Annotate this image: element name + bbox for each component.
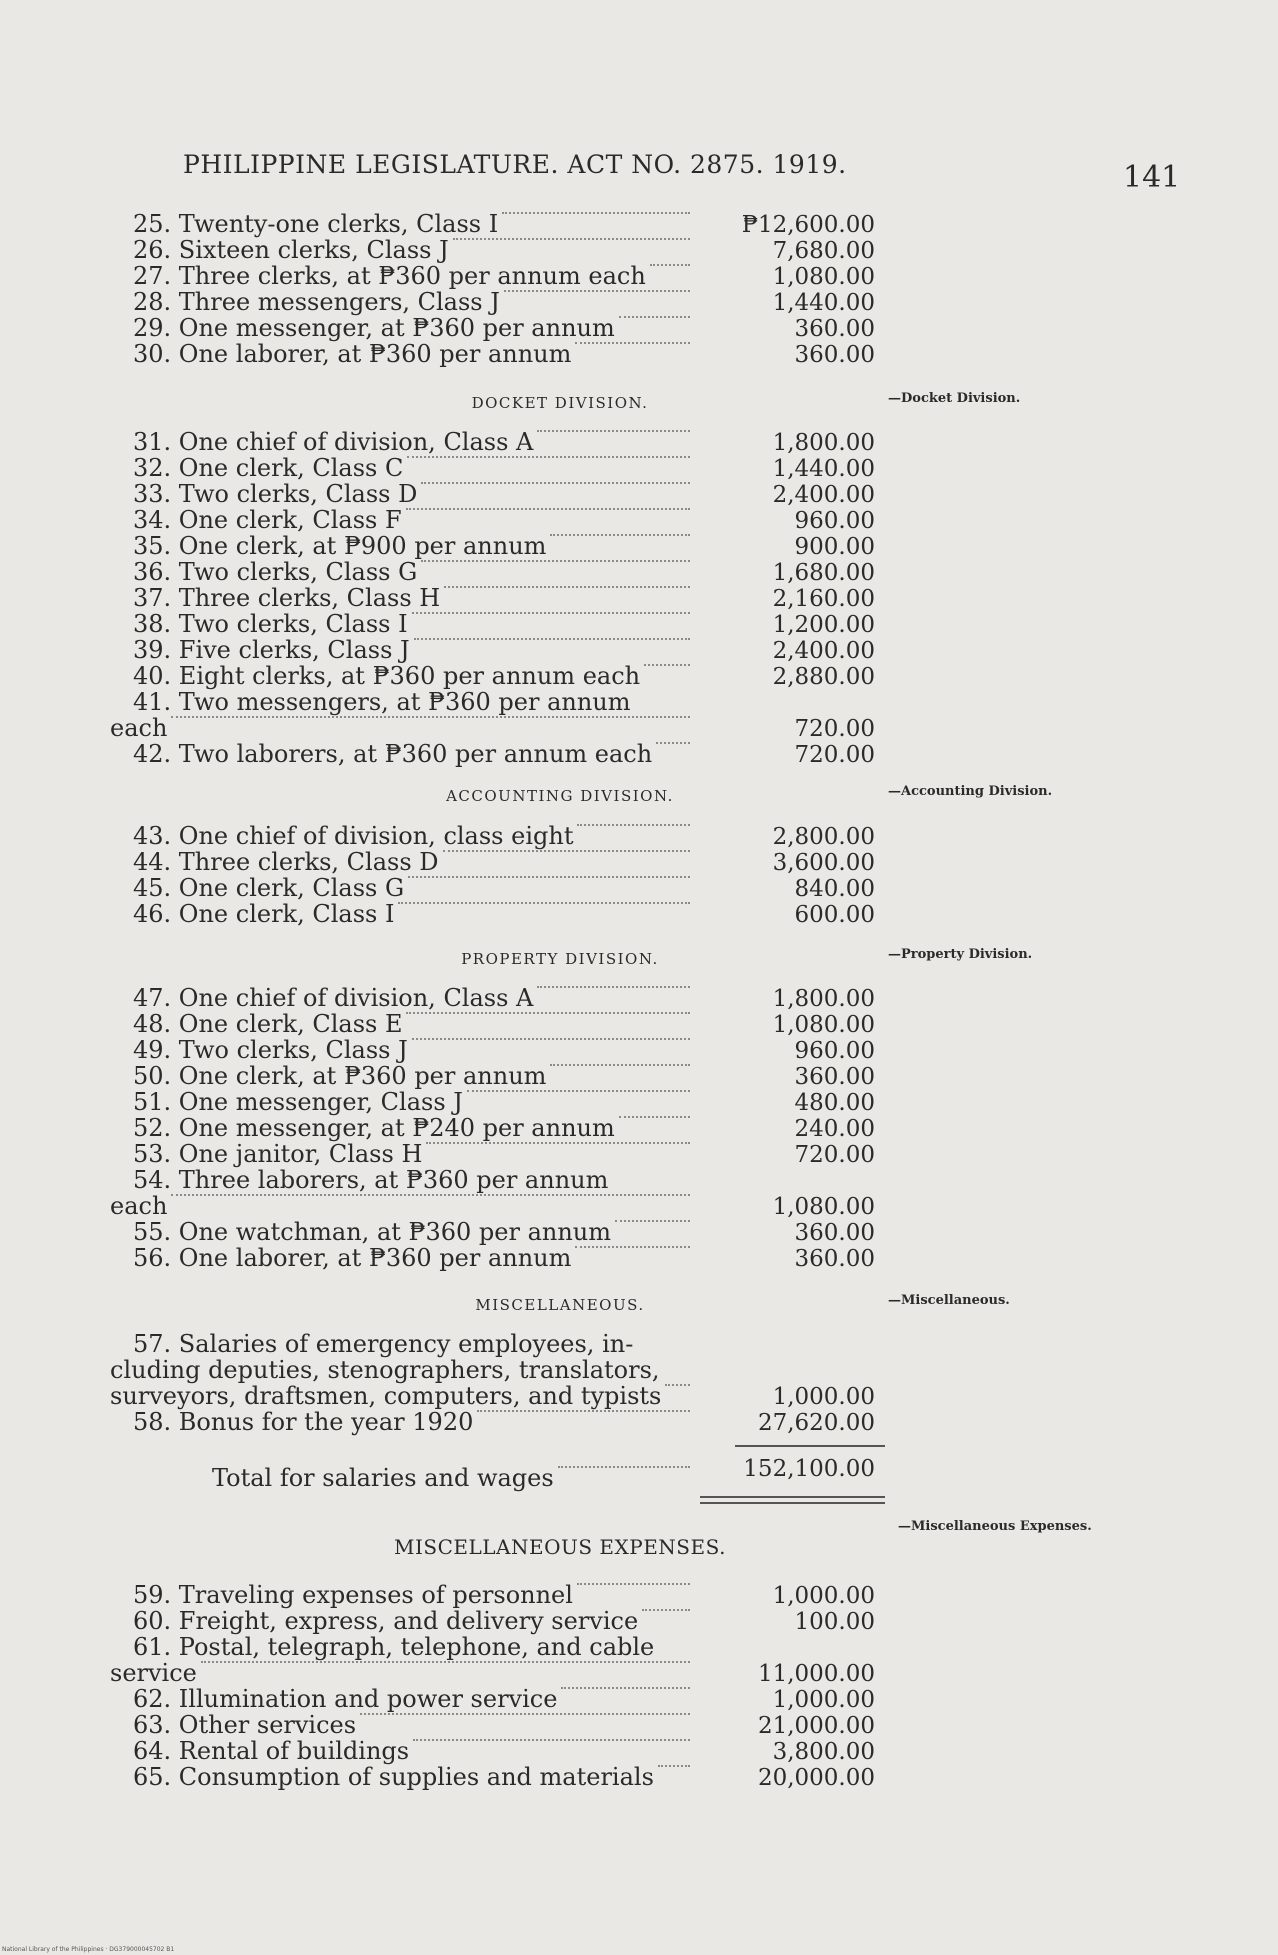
item-text: 59. Traveling expenses of personnel — [133, 1581, 573, 1609]
leader-dots — [575, 340, 690, 344]
item-amount: 100.00 — [794, 1609, 875, 1635]
leader-dots — [550, 1062, 690, 1066]
leader-dots — [421, 480, 690, 484]
item-text: 55. One watchman, at ₱360 per annum — [133, 1218, 612, 1246]
leader-dots — [561, 1685, 690, 1689]
leader-dots — [619, 1114, 690, 1118]
item-amount: 27,620.00 — [757, 1410, 875, 1436]
margin-note: —Docket Division. — [888, 391, 1021, 406]
item-amount: 720.00 — [794, 716, 875, 742]
margin-note: —Property Division. — [888, 947, 1033, 962]
total-rule-double-b — [700, 1502, 885, 1504]
item-amount: ₱12,600.00 — [741, 212, 875, 238]
item-amount: 1,440.00 — [772, 456, 875, 482]
page-number: 141 — [1123, 160, 1181, 195]
leader-dots — [615, 1218, 690, 1222]
item-text: 54. Three laborers, at ₱360 per annum — [133, 1166, 609, 1194]
item-amount: 840.00 — [794, 876, 875, 902]
item-text: 56. One laborer, at ₱360 per annum — [133, 1244, 572, 1272]
section-title: PROPERTY DIVISION. — [461, 950, 659, 968]
leader-dots — [658, 1763, 690, 1767]
item-text: 26. Sixteen clerks, Class J — [133, 236, 449, 264]
item-amount: 7,680.00 — [772, 238, 875, 264]
item-amount: 1,000.00 — [772, 1687, 875, 1713]
item-amount: 1,800.00 — [772, 986, 875, 1012]
leader-dots — [412, 610, 690, 614]
item-amount: 360.00 — [794, 1220, 875, 1246]
item-text: 40. Eight clerks, at ₱360 per annum each — [133, 662, 641, 690]
item-amount: 960.00 — [794, 508, 875, 534]
item-amount: 240.00 — [794, 1116, 875, 1142]
item-text: 30. One laborer, at ₱360 per annum — [133, 340, 572, 368]
item-amount: 1,440.00 — [772, 290, 875, 316]
leader-dots — [360, 1711, 690, 1715]
item-amount: 1,200.00 — [772, 612, 875, 638]
item-text: 58. Bonus for the year 1920 — [133, 1408, 474, 1436]
item-text: 61. Postal, telegraph, telephone, and cable — [133, 1633, 655, 1661]
item-text: 49. Two clerks, Class J — [133, 1036, 408, 1064]
item-text: 51. One messenger, Class J — [133, 1088, 463, 1116]
leader-dots — [413, 1737, 690, 1741]
total-rule-double-a — [700, 1496, 885, 1498]
item-amount: 1,800.00 — [772, 430, 875, 456]
item-amount: 600.00 — [794, 902, 875, 928]
item-text: 65. Consumption of supplies and materials — [133, 1763, 654, 1791]
item-text: 52. One messenger, at ₱240 per annum — [133, 1114, 615, 1142]
expenses-title: MISCELLANEOUS EXPENSES. — [394, 1535, 726, 1559]
margin-note: —Miscellaneous Expenses. — [898, 1519, 1092, 1534]
leader-dots — [537, 984, 690, 988]
item-text: 31. One chief of division, Class A — [133, 428, 534, 456]
item-amount: 480.00 — [794, 1090, 875, 1116]
item-amount: 360.00 — [794, 316, 875, 342]
total-amount: 152,100.00 — [743, 1456, 875, 1482]
item-amount: 960.00 — [794, 1038, 875, 1064]
leader-dots — [453, 236, 690, 240]
item-amount: 3,600.00 — [772, 850, 875, 876]
item-amount: 20,000.00 — [757, 1765, 875, 1791]
item-text: 33. Two clerks, Class D — [133, 480, 418, 508]
item-amount: 3,800.00 — [772, 1739, 875, 1765]
item-amount: 360.00 — [794, 1064, 875, 1090]
item-text: 36. Two clerks, Class G — [133, 558, 418, 586]
item-text-continued: each — [110, 714, 168, 742]
item-text: 45. One clerk, Class G — [133, 874, 405, 902]
item-amount: 21,000.00 — [757, 1713, 875, 1739]
item-text: 37. Three clerks, Class H — [133, 584, 441, 612]
item-text: 39. Five clerks, Class J — [133, 636, 410, 664]
leader-dots — [171, 714, 690, 718]
leader-dots — [558, 1464, 690, 1468]
section-title: ACCOUNTING DIVISION. — [446, 787, 674, 805]
section-title: DOCKET DIVISION. — [471, 394, 649, 412]
leader-dots — [171, 1192, 690, 1196]
item-text: 42. Two laborers, at ₱360 per annum each — [133, 740, 653, 768]
item-text: 27. Three clerks, at ₱360 per annum each — [133, 262, 646, 290]
item-text-continued: service — [110, 1659, 197, 1687]
leader-dots — [642, 1607, 690, 1611]
leader-dots — [650, 262, 690, 266]
margin-note: —Accounting Division. — [888, 784, 1053, 799]
item-text: 53. One janitor, Class H — [133, 1140, 423, 1168]
item-text: 35. One clerk, at ₱900 per annum — [133, 532, 547, 560]
leader-dots — [443, 848, 690, 852]
item-text: 29. One messenger, at ₱360 per annum — [133, 314, 615, 342]
leader-dots — [414, 636, 690, 640]
item-amount: 2,880.00 — [772, 664, 875, 690]
leader-dots — [550, 532, 690, 536]
item-amount: 360.00 — [794, 1246, 875, 1272]
leader-dots — [619, 314, 690, 318]
item-text: 62. Illumination and power service — [133, 1685, 558, 1713]
item-amount: 1,680.00 — [772, 560, 875, 586]
leader-dots — [502, 210, 690, 214]
item-text: 46. One clerk, Class I — [133, 900, 395, 928]
leader-dots — [406, 506, 690, 510]
leader-dots — [407, 454, 690, 458]
item-text: 50. One clerk, at ₱360 per annum — [133, 1062, 547, 1090]
margin-note: —Miscellaneous. — [888, 1293, 1010, 1308]
leader-dots — [577, 1581, 690, 1585]
item-text: 44. Three clerks, Class D — [133, 848, 439, 876]
running-title: PHILIPPINE LEGISLATURE. ACT NO. 2875. 1919. — [183, 150, 847, 179]
item-amount: 720.00 — [794, 742, 875, 768]
leader-dots — [426, 1140, 690, 1144]
item-amount: 11,000.00 — [757, 1661, 875, 1687]
item-text: 38. Two clerks, Class I — [133, 610, 408, 638]
item-amount: 1,000.00 — [772, 1583, 875, 1609]
leader-dots — [575, 1244, 690, 1248]
leader-dots — [577, 822, 690, 826]
item-text-continued: surveyors, draftsmen, computers, and typists — [110, 1382, 662, 1410]
item-amount: 900.00 — [794, 534, 875, 560]
item-text: 32. One clerk, Class C — [133, 454, 404, 482]
footer-credit: National Library of the Philippines · DG379000045702 B1 — [2, 1946, 175, 1953]
item-amount: 1,000.00 — [772, 1384, 875, 1410]
item-amount: 2,400.00 — [772, 482, 875, 508]
item-text: 64. Rental of buildings — [133, 1737, 410, 1765]
item-text: 25. Twenty-one clerks, Class I — [133, 210, 499, 238]
item-text: 47. One chief of division, Class A — [133, 984, 534, 1012]
leader-dots — [656, 740, 690, 744]
item-amount: 720.00 — [794, 1142, 875, 1168]
item-text-continued: cluding deputies, stenographers, translators, — [110, 1356, 660, 1384]
leader-dots — [477, 1408, 690, 1412]
item-text: 48. One clerk, Class E — [133, 1010, 403, 1038]
leader-dots — [421, 558, 690, 562]
item-text: 57. Salaries of emergency employees, in- — [133, 1330, 634, 1358]
item-text: 28. Three messengers, Class J — [133, 288, 500, 316]
item-text-continued: each — [110, 1192, 168, 1220]
item-amount: 2,400.00 — [772, 638, 875, 664]
item-text: 34. One clerk, Class F — [133, 506, 402, 534]
total-rule-top — [735, 1445, 885, 1447]
leader-dots — [644, 662, 690, 666]
item-amount: 1,080.00 — [772, 1012, 875, 1038]
section-title: MISCELLANEOUS. — [475, 1296, 645, 1314]
item-text: 60. Freight, express, and delivery service — [133, 1607, 639, 1635]
item-amount: 2,800.00 — [772, 824, 875, 850]
item-amount: 1,080.00 — [772, 264, 875, 290]
leader-dots — [467, 1088, 690, 1092]
leader-dots — [408, 874, 690, 878]
leader-dots — [537, 428, 690, 432]
leader-dots — [201, 1659, 690, 1663]
leader-dots — [504, 288, 690, 292]
item-amount: 2,160.00 — [772, 586, 875, 612]
item-amount: 360.00 — [794, 342, 875, 368]
leader-dots — [444, 584, 690, 588]
leader-dots — [412, 1036, 690, 1040]
total-label: Total for salaries and wages — [212, 1464, 554, 1492]
item-text: 43. One chief of division, class eight — [133, 822, 574, 850]
item-text: 63. Other services — [133, 1711, 357, 1739]
item-text: 41. Two messengers, at ₱360 per annum — [133, 688, 631, 716]
leader-dots — [398, 900, 690, 904]
leader-dots — [665, 1382, 690, 1386]
leader-dots — [406, 1010, 690, 1014]
item-amount: 1,080.00 — [772, 1194, 875, 1220]
